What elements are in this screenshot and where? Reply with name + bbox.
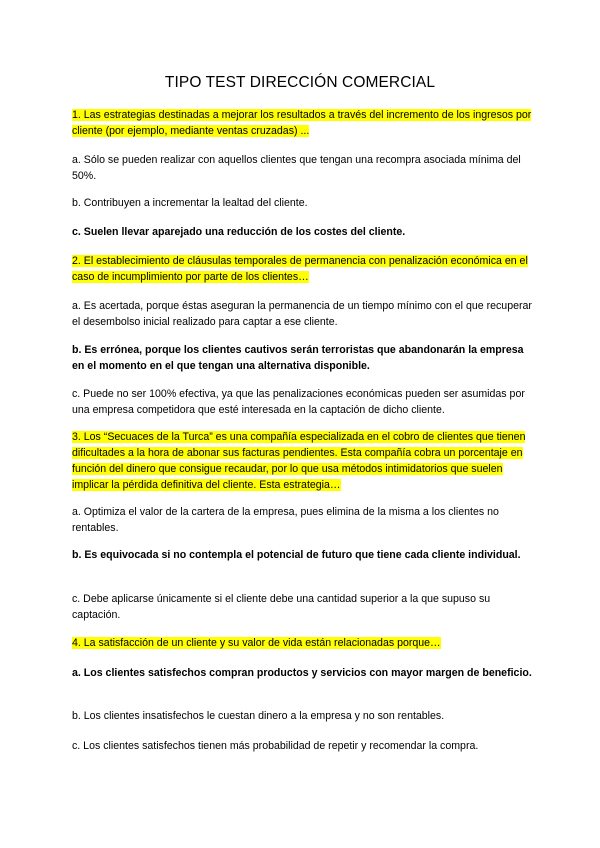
question-2 (72, 253, 532, 285)
question-3-text: 3. Los “Secuaces de la Turca” es una compañía especializada en el cobro de clientes que tienen dificultades a la hora de abonar sus facturas pendientes. Esta compañía cobra un porcentaje en función del dinero que consigue recaudar, por lo que usa métodos intimidatorios que suelen implicar la pérdida definitiva del cliente. Esta estrategia… (72, 431, 526, 491)
question-3-option-b: b. Es equivocada si no contempla el potencial de futuro que tiene cada cliente individual. (72, 549, 521, 561)
question-2-option-a: a. Es acertada, porque éstas aseguran la permanencia de un tiempo mínimo con el que recuperar el desembolso inicial realizado para captar a ese cliente. (72, 300, 532, 328)
question-4-text: 4. La satisfacción de un cliente y su valor de vida están relacionadas porque… (72, 637, 441, 649)
question-1-option-b: b. Contribuyen a incrementar la lealtad del cliente. (72, 197, 308, 209)
question-1-option-c: c. Suelen llevar aparejado una reducción de los costes del cliente. (72, 226, 406, 238)
question-3-option-c: c. Debe aplicarse únicamente si el cliente debe una cantidad superior a la que supuso su captación. (72, 593, 491, 621)
question-1-text: 1. Las estrategias destinadas a mejorar los resultados a través del incremento de los ingresos por cliente (por ejemplo, mediante ventas cruzadas) ... (72, 109, 532, 137)
question-1-option-a: a. Sólo se pueden realizar con aquellos clientes que tengan una recompra asociada mínima del 50%. (72, 154, 521, 182)
question-4 (72, 635, 532, 651)
question-1 (72, 107, 532, 139)
question-4-option-a: a. Los clientes satisfechos compran productos y servicios con mayor margen de beneficio. (72, 667, 532, 679)
question-2-text: 2. El establecimiento de cláusulas temporales de permanencia con penalización económica en el caso de incumplimiento por parte de los clientes… (72, 255, 528, 283)
question-4-option-b: b. Los clientes insatisfechos le cuestan dinero a la empresa y no son rentables. (72, 710, 445, 722)
page-title: TIPO TEST DIRECCIÓN COMERCIAL (164, 74, 436, 91)
question-2-option-b: b. Es errónea, porque los clientes cautivos serán terroristas que abandonarán la empresa en el momento en el que tengan una alternativa disponible. (72, 344, 524, 372)
question-4-option-c: c. Los clientes satisfechos tienen más probabilidad de repetir y recomendar la compra. (72, 740, 479, 752)
question-3 (72, 429, 532, 493)
question-2-option-c: c. Puede no ser 100% efectiva, ya que las penalizaciones económicas pueden ser asumidas por una empresa competidora que esté interesada en la captación de dicho cliente. (72, 388, 525, 416)
question-3-option-a: a. Optimiza el valor de la cartera de la empresa, pues elimina de la misma a los clientes no rentables. (72, 506, 499, 534)
